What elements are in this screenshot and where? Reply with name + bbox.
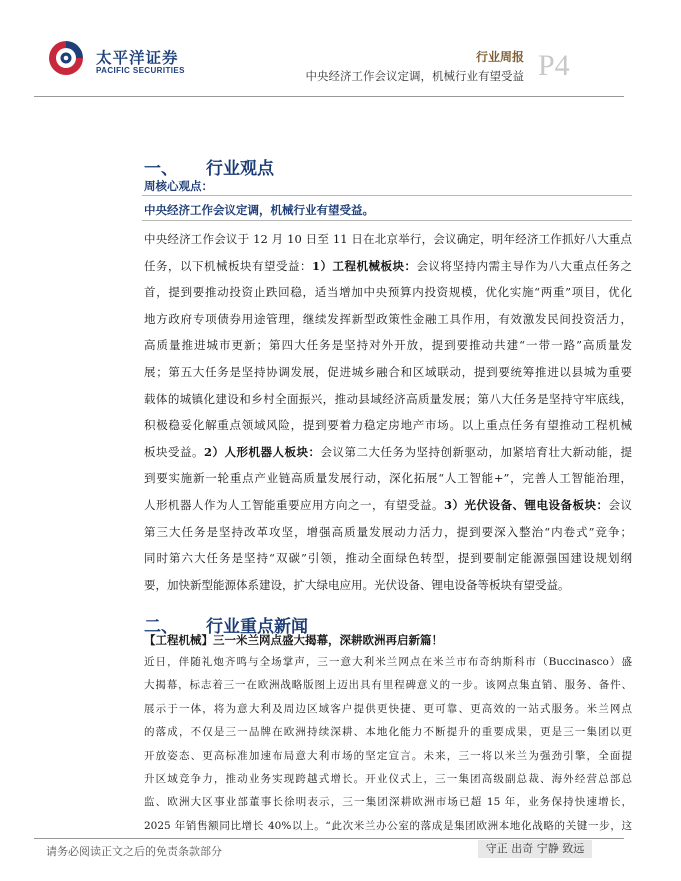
paragraph-text-run: 要，加快新型能源体系建设，扩大绿电应用。光伏设备、锂电设备等板块有望受益。 xyxy=(144,577,570,592)
paragraph-text-run: 人形机器人作为人工智能重要应用方向之一，有望受益。 xyxy=(144,498,444,512)
news-paragraph-line: 2025 年销售额同比增长 40%以上。“此次米兰办公室的落成是集团欧洲本地化战略的关键一步，这 xyxy=(144,819,632,832)
paragraph-text-run: 第三大任务是坚持改革攻坚，增强高质量发展动力活力，提到要深入整治“内卷式”竞争； xyxy=(144,524,632,539)
footer-motto: 守正 出奇 宁静 致远 xyxy=(478,840,592,858)
core-view-point: 中央经济工作会议定调，机械行业有望受益。 xyxy=(144,203,374,217)
paragraph-line xyxy=(144,498,632,512)
company-logo-english: PACIFIC SECURITIES xyxy=(96,66,185,75)
core-view-divider xyxy=(142,195,632,196)
paragraph-text-run: 同时第六大任务是坚持“双碳”引领，推动全面绿色转型，提到要制定能源强国建设规划纲 xyxy=(144,551,632,566)
paragraph-line xyxy=(144,232,632,246)
paragraph-text-run: 到要实施新一轮重点产业链高质量发展行动，深化拓展“人工智能+”，完善人工智能治理， xyxy=(144,471,632,486)
paragraph-line xyxy=(144,445,632,459)
paragraph-text-run: 中央经济工作会议于 12 月 10 日至 11 日在北京举行，会议确定，明年经济工作抓好八大重点 xyxy=(144,232,632,246)
paragraph-line xyxy=(144,392,632,406)
section-2-number: 二、 xyxy=(144,617,178,637)
paragraph-text-run: 会议第二大任务为坚持创新驱动，加紧培育壮大新动能，提 xyxy=(320,444,632,459)
paragraph-line xyxy=(144,285,632,299)
paragraph-line xyxy=(144,312,632,326)
paragraph-line xyxy=(144,338,632,352)
footer-disclaimer: 请务必阅读正文之后的免责条款部分 xyxy=(46,845,222,858)
report-type: 行业周报 xyxy=(475,50,524,64)
paragraph-text-run: 首，提到要推动投资止跌回稳，适当增加中央预算内投资规模，优化实施“两重”项目，优化 xyxy=(144,285,632,300)
paragraph-text-run: 会议 xyxy=(608,498,632,512)
paragraph-text-run: 会议将坚持内需主导作为八大重点任务之 xyxy=(416,258,632,273)
core-view-divider-bottom xyxy=(142,220,632,221)
news-paragraph-line: 大揭幕，标志着三一在欧洲战略版图上迈出具有里程碑意义的一步。该网点集直销、服务、备件、 xyxy=(144,679,632,692)
news-paragraph-line: 展示于一体，将为意大利及周边区域客户提供更快捷、更可靠、更高效的一站式服务。米兰网点 xyxy=(144,702,632,715)
paragraph-bold-run: 1）工程机械板块： xyxy=(312,258,417,273)
paragraph-text-run: 任务，以下机械板块有望受益： xyxy=(144,258,312,273)
report-subtitle: 中央经济工作会议定调，机械行业有望受益 xyxy=(305,69,524,83)
paragraph-text-run: 高质量推进城市更新；第四大任务是坚持对外开放，提到要推动共建“一带一路”高质量发 xyxy=(144,338,632,353)
paragraph-text-run: 板块受益。 xyxy=(144,444,204,459)
paragraph-bold-run: 3）光伏设备、锂电设备板块： xyxy=(444,498,609,512)
paragraph-bold-run: 2）人形机器人板块： xyxy=(204,444,321,459)
paragraph-text-run: 展；第五大任务是坚持协调发展，促进城乡融合和区域联动，提到要统筹推进以县城为重要 xyxy=(144,365,632,379)
news-paragraph-line: 监、欧洲大区事业部董事长徐明表示，三一集团深耕欧洲市场已超 15 年，业务保持快速增长， xyxy=(144,796,632,809)
paragraph-line xyxy=(144,525,632,539)
news-paragraph-line: 近日，伴随礼炮齐鸣与全场掌声，三一意大利米兰网点在米兰市布奇纳斯科市（Buccinasco）盛 xyxy=(144,656,632,668)
news-paragraph-line: 开放姿态、更高标准加速布局意大利市场的坚定宣言。未来，三一将以米兰为强劲引擎，全面提 xyxy=(144,749,632,762)
header-divider xyxy=(34,96,624,97)
paragraph-line xyxy=(144,551,632,565)
section-2-title: 行业重点新闻 xyxy=(206,617,308,637)
core-view-label: 周核心观点： xyxy=(144,179,213,193)
paragraph-text-run: 载体的城镇化建设和乡村全面振兴，推动县域经济高质量发展；第八大任务是坚持守牢底线， xyxy=(144,391,632,406)
paragraph-line xyxy=(144,418,632,432)
news-paragraph-line: 的落成，不仅是三一品牌在欧洲持续深耕、本地化能力不断提升的重要成果，更是三一集团以更 xyxy=(144,726,632,739)
section-1-number: 一、 xyxy=(144,159,178,179)
footer-divider xyxy=(34,838,624,839)
company-logo-name: 太平洋证券 xyxy=(96,49,179,67)
paragraph-line xyxy=(144,471,632,485)
company-logo-icon xyxy=(46,38,86,78)
section-1-heading xyxy=(144,154,274,179)
paragraph-line xyxy=(144,578,632,592)
paragraph-text-run: 积极稳妥化解重点领域风险，提到要着力稳定房地产市场。以上重点任务有望推动工程机械 xyxy=(144,418,632,433)
news-paragraph-line: 升区域竞争力，推动业务实现跨越式增长。开业仪式上，三一集团高级副总裁、海外经营总部总 xyxy=(144,773,632,785)
section-1-title: 行业观点 xyxy=(206,159,274,179)
page-number: P4 xyxy=(538,49,570,82)
news-title: 【工程机械】三一米兰网点盛大揭幕，深耕欧洲再启新篇！ xyxy=(144,633,443,647)
paragraph-line xyxy=(144,259,632,273)
paragraph-line xyxy=(144,365,632,379)
paragraph-text-run: 地方政府专项债券用途管理，继续发挥新型政策性金融工具作用，有效激发民间投资活力， xyxy=(144,311,632,326)
